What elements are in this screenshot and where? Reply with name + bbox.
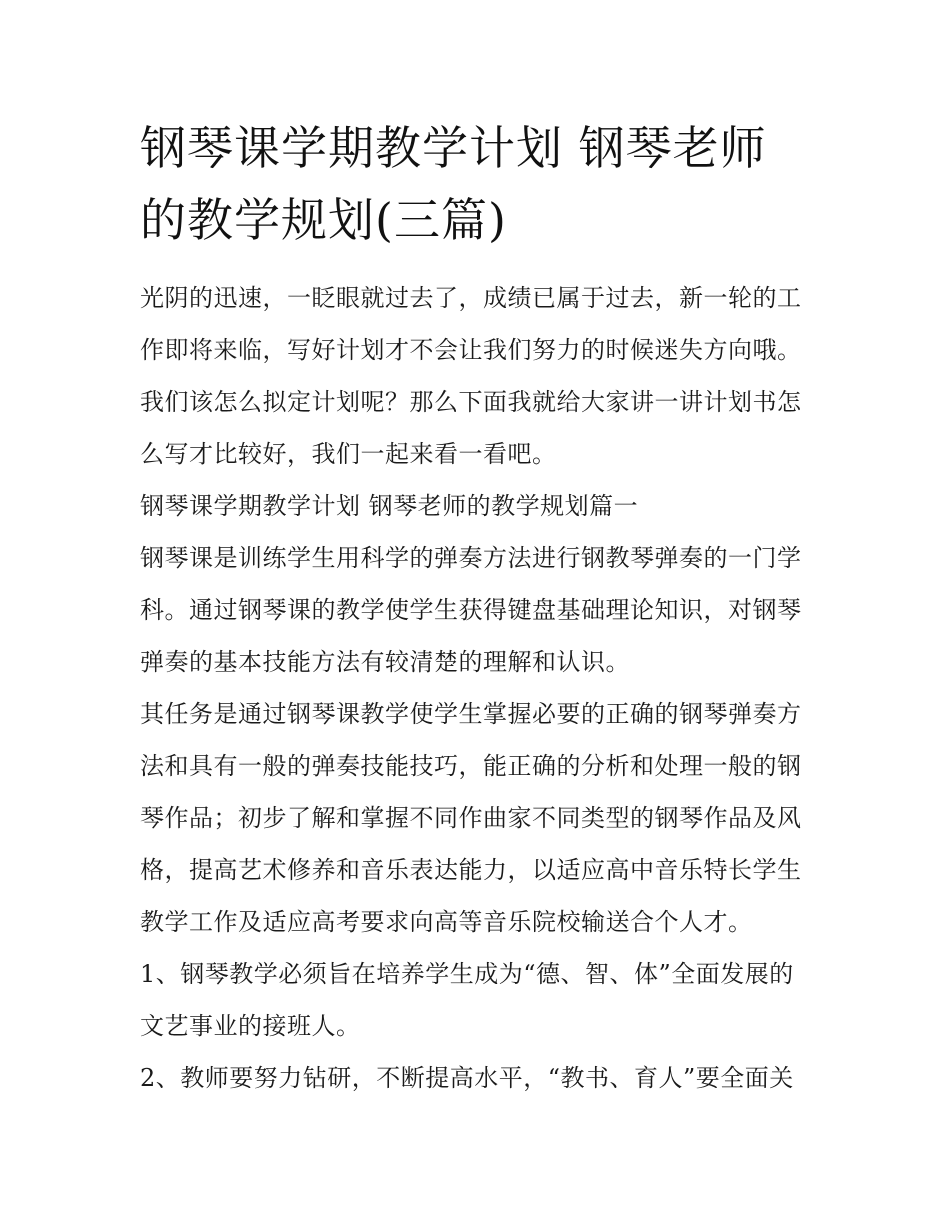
text-line: 光阴的迅速，一眨眼就过去了，成绩已属于过去，新一轮的工: [140, 284, 802, 312]
text-line: 科。通过钢琴课的教学使学生获得键盘基础理论知识，对钢琴: [140, 596, 802, 624]
document-title: [140, 112, 820, 256]
text-line: 其任务是通过钢琴课教学使学生掌握必要的正确的钢琴弹奏方: [140, 700, 802, 728]
text-line: 1、钢琴教学必须旨在培养学生成为“德、智、体”全面发展的: [140, 960, 794, 988]
paragraph-course-description: [140, 532, 820, 688]
text-line: 钢琴课学期教学计划 钢琴老师的教学规划篇一: [140, 492, 639, 520]
title-line: 钢琴课学期教学计划 钢琴老师: [140, 121, 767, 175]
text-line: 作即将来临，写好计划才不会让我们努力的时候迷失方向哦。: [140, 336, 802, 364]
text-line: 么写才比较好，我们一起来看一看吧。: [140, 440, 557, 468]
text-line: 教学工作及适应高考要求向高等音乐院校输送合个人才。: [140, 908, 753, 936]
title-line: 的教学规划(三篇): [140, 193, 507, 247]
text-line: 我们该怎么拟定计划呢？那么下面我就给大家讲一讲计划书怎: [140, 388, 802, 416]
paragraph-course-tasks: [140, 688, 820, 948]
intro-paragraph: [140, 272, 820, 480]
document-content: [140, 112, 820, 1104]
text-line: 钢琴课是训练学生用科学的弹奏方法进行钢教琴弹奏的一门学: [140, 544, 802, 572]
list-item-2: [140, 1052, 820, 1104]
text-line: 琴作品；初步了解和掌握不同作曲家不同类型的钢琴作品及风: [140, 804, 802, 832]
text-line: 弹奏的基本技能方法有较清楚的理解和认识。: [140, 648, 630, 676]
section-heading: [140, 480, 820, 532]
text-line: 格，提高艺术修养和音乐表达能力，以适应高中音乐特长学生: [140, 856, 802, 884]
text-line: 文艺事业的接班人。: [140, 1012, 361, 1040]
text-line: 2、教师要努力钻研，不断提高水平，“教书、育人”要全面关: [140, 1064, 794, 1092]
list-item-1: [140, 948, 820, 1052]
text-line: 法和具有一般的弹奏技能技巧，能正确的分析和处理一般的钢: [140, 752, 802, 780]
